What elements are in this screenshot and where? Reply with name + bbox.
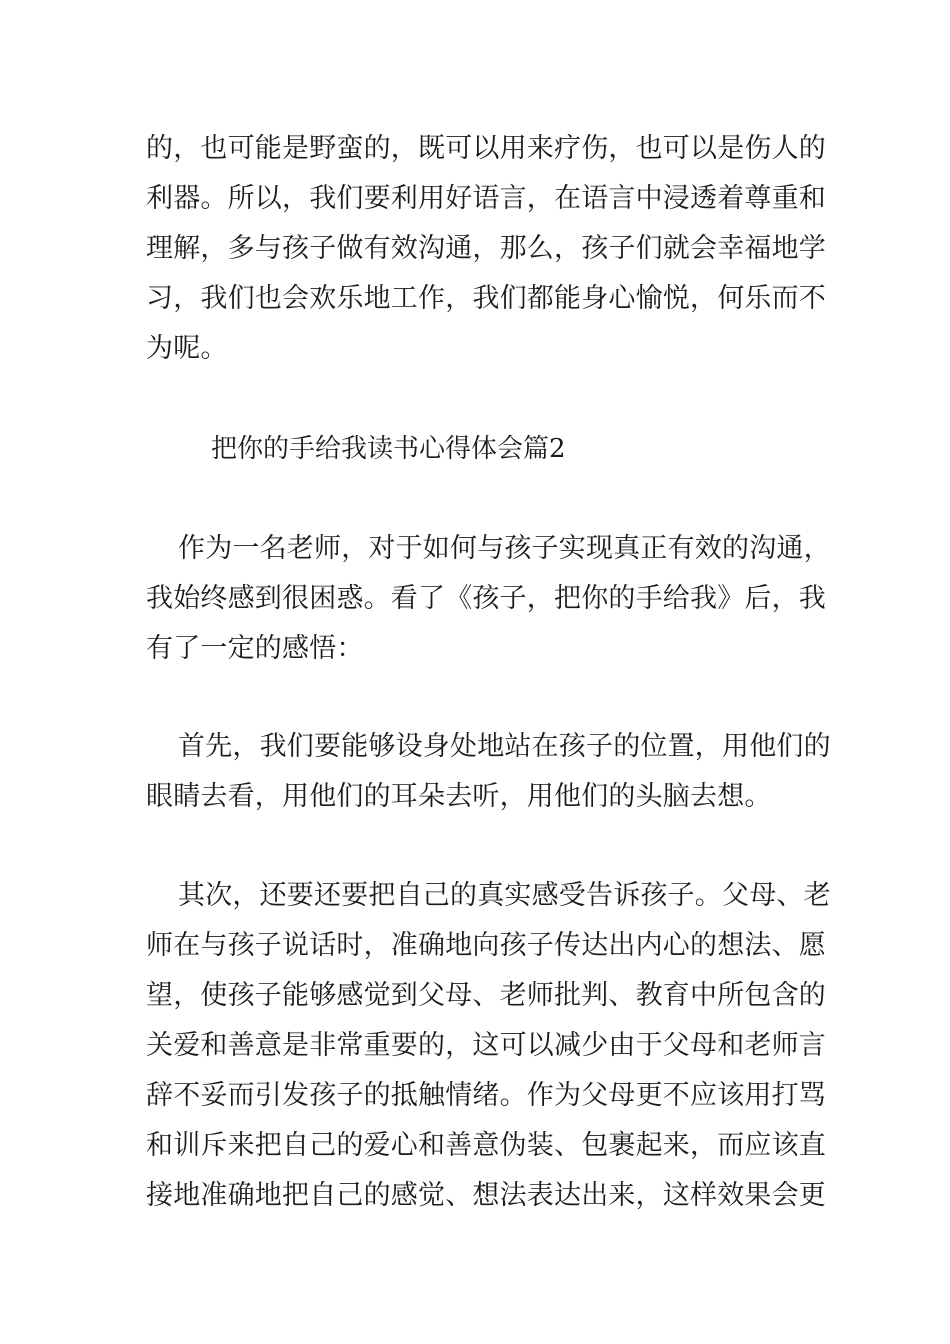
paragraph-intro [146,524,831,674]
text-line: 利器。所以，我们要利用好语言，在语言中浸透着尊重和 [146,183,826,214]
text-line: 为呢。 [146,333,228,364]
text-line: 望，使孩子能够感觉到父母、老师批判、教育中所包含的 [146,980,826,1011]
paragraph-first [146,722,831,822]
text-line: 有了一定的感悟： [146,633,364,664]
text-line: 关爱和善意是非常重要的，这可以减少由于父母和老师言 [146,1030,826,1061]
text-line: 接地准确地把自己的感觉、想法表达出来，这样效果会更 [146,1180,826,1211]
text-line: 作为一名老师，对于如何与孩子实现真正有效的沟通， [178,533,831,564]
text-line: 辞不妥而引发孩子的抵触情绪。作为父母更不应该用打骂 [146,1080,826,1111]
paragraph-second [146,871,831,1221]
text-line: 我始终感到很困惑。看了《孩子，把你的手给我》后，我 [146,583,826,614]
text-line: 习，我们也会欢乐地工作，我们都能身心愉悦，何乐而不 [146,283,826,314]
text-line: 师在与孩子说话时，准确地向孩子传达出内心的想法、愿 [146,930,826,961]
text-line: 其次，还要还要把自己的真实感受告诉孩子。父母、老 [178,880,831,911]
text-line: 首先，我们要能够设身处地站在孩子的位置，用他们的 [178,731,831,762]
section-heading: 把你的手给我读书心得体会篇2 [211,434,566,464]
text-line: 理解，多与孩子做有效沟通，那么，孩子们就会幸福地学 [146,233,826,264]
text-line: 和训斥来把自己的爱心和善意伪装、包裹起来，而应该直 [146,1130,826,1161]
paragraph-continuation [146,124,826,374]
text-line: 的，也可能是野蛮的，既可以用来疗伤，也可以是伤人的 [146,133,826,164]
text-line: 眼睛去看，用他们的耳朵去听，用他们的头脑去想。 [146,781,772,812]
